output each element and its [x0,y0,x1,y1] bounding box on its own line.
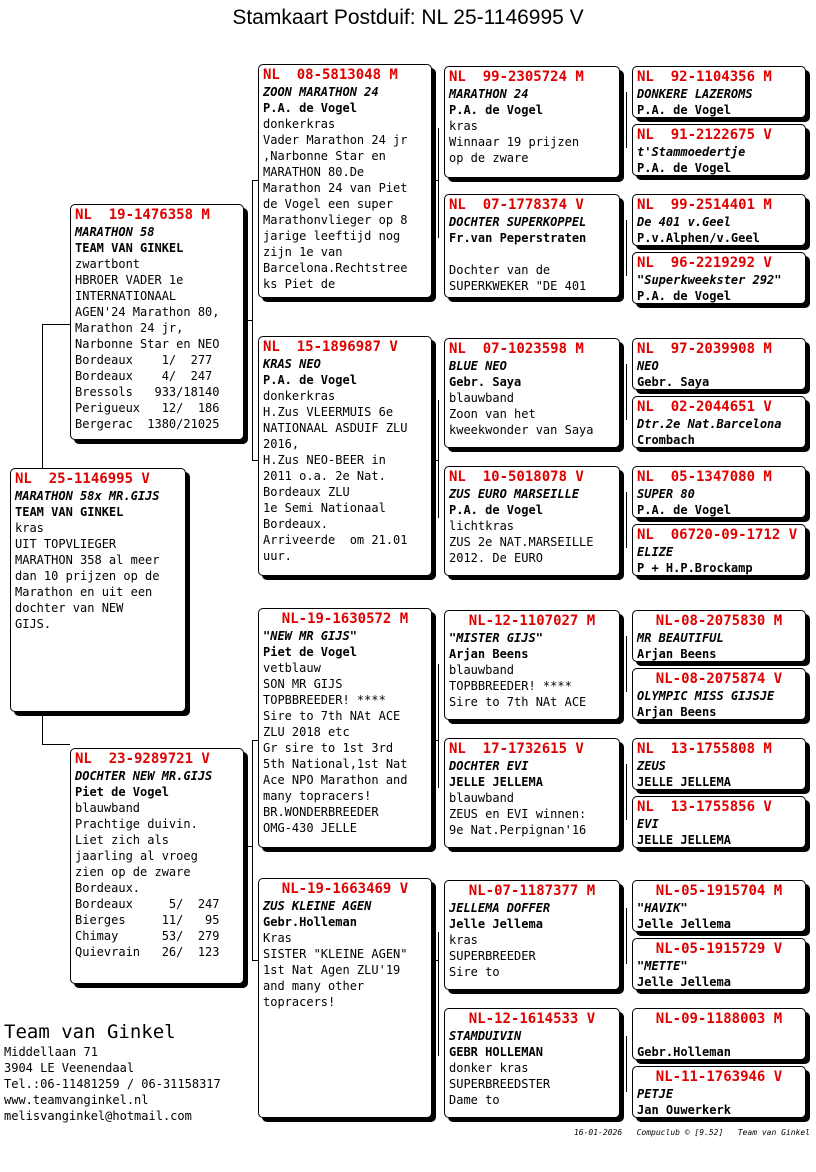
pigeon-name: ZUS EURO MARSEILLE [449,487,580,501]
connector [431,740,438,741]
pigeon-name: STAMDUIVIN [449,1029,522,1043]
owner-name: Gebr.Holleman [263,915,357,929]
connector [245,846,252,847]
pigeon-name: ZOON MARATHON 24 [263,85,379,99]
info-line: SUPERBREEDSTER [449,1077,551,1091]
owner-name: Piet de Vogel [263,645,357,659]
info-line: SUPERKWEKER "DE 401 [449,279,587,293]
info-line: Bordeaux. [75,881,141,895]
info-line: Marathon en uit een [15,585,153,599]
info-line: donkerkras [263,117,336,131]
sender-address: Middellaan 71 [4,1045,98,1059]
pigeon-card-gen5[interactable] [632,466,806,518]
pigeon-name: KRAS NEO [263,357,321,371]
pigeon-card-gen5[interactable] [632,524,806,576]
info-line: Kras [263,931,292,945]
connector [438,932,439,1056]
info-line: kras [449,933,478,947]
info-line: blauwband [75,801,141,815]
connector [252,740,253,960]
pigeon-card-gen4[interactable] [444,738,620,848]
info-line: Chimay 53/ 279 [75,929,220,943]
info-line: 5th National,1st Nat [263,757,408,771]
pigeon-card-gen4[interactable] [444,466,620,576]
ring-number: NL 99-2305724 M [449,69,584,85]
owner-name: Arjan Beens [449,647,529,661]
ring-number: NL-09-1188003 M [655,1011,783,1027]
info-line: Zoon van het [449,407,536,421]
ring-number: NL 06720-09-1712 V [637,527,798,543]
pigeon-name: DONKERE LAZEROMS [637,87,753,101]
info-line: uur. [263,549,292,563]
info-line: Bordeaux 1/ 277 [75,353,213,367]
sender-info [4,1020,221,1124]
info-line: ks Piet de [263,277,336,291]
ring-number: NL 99-2514401 M [637,197,772,213]
info-line: kras [449,119,478,133]
owner-name: JELLE JELLEMA [637,775,731,789]
owner-name: GEBR HOLLEMAN [449,1045,543,1059]
connector [626,364,627,420]
info-line: Arriveerde om 21.01 [263,533,408,547]
ring-number: NL 07-1023598 M [449,341,584,357]
connector [438,664,439,788]
info-line: SISTER "KLEINE AGEN" [263,947,408,961]
ring-number: NL-08-2075830 M [655,613,783,629]
info-line: dochter van NEW [15,601,124,615]
info-line: Gr sire to 1st 3rd [263,741,394,755]
info-line: ZUS 2e NAT.MARSEILLE [449,535,594,549]
owner-name: Gebr. Saya [637,375,710,389]
info-line: kras [15,521,44,535]
owner-name: Jan Ouwerkerk [637,1103,731,1117]
pigeon-card-gen5[interactable] [632,668,806,720]
info-line: blauwband [449,391,515,405]
pigeon-card-gen5[interactable] [632,124,806,176]
owner-name: Piet de Vogel [75,785,169,799]
pigeon-card-sire[interactable] [70,204,244,440]
pigeon-card-dam[interactable] [70,748,244,984]
info-line: Bordeaux 4/ 247 [75,369,213,383]
connector [42,324,43,468]
info-line: ,Narbonne Star en [263,149,386,163]
pigeon-name: ELIZE [637,545,674,559]
info-line: 9e Nat.Perpignan'16 [449,823,587,837]
info-line: blauwband [449,791,515,805]
owner-name: TEAM VAN GINKEL [75,241,184,255]
info-line: vetblauw [263,661,321,675]
pigeon-card-gen5[interactable] [632,396,806,448]
ring-number: NL 08-5813048 M [263,67,398,83]
ring-number: NL-19-1630572 M [281,611,409,627]
pigeon-name: BLUE NEO [449,359,507,373]
ring-number: NL 97-2039908 M [637,341,772,357]
info-line: Marathon 24 jr, [75,321,184,335]
sender-website[interactable]: www.teamvanginkel.nl [4,1093,149,1107]
pigeon-name: ZUS KLEINE AGEN [263,899,372,913]
owner-name: Fr.van Peperstraten [449,231,587,245]
info-line: NATIONAAL ASDUIF ZLU [263,421,408,435]
pigeon-name: ZEUS [637,759,666,773]
info-line: Perigueux 12/ 186 [75,401,220,415]
ring-number: NL 13-1755856 V [637,799,772,815]
info-line: kweekwonder van Saya [449,423,594,437]
ring-number: NL 19-1476358 M [75,207,210,223]
info-line: Bordeaux. [263,517,329,531]
info-line: op de zware [449,151,529,165]
connector [438,128,439,238]
info-line: ZLU 2018 etc [263,725,350,739]
owner-name: Gebr. Saya [449,375,522,389]
pigeon-card-gen5[interactable] [632,796,806,848]
owner-name: Jelle Jellema [449,917,543,931]
info-line: Marathonvlieger op 8 [263,213,408,227]
ring-number: NL 96-2219292 V [637,255,772,271]
owner-name: P.A. de Vogel [637,103,731,117]
pigeon-name: SUPER 80 [637,487,695,501]
sender-email[interactable]: melisvanginkel@hotmail.com [4,1109,192,1123]
pigeon-card-gen5[interactable] [632,880,806,932]
pigeon-name: DOCHTER NEW MR.GIJS [75,769,213,783]
connector [42,324,70,325]
info-line: de Vogel een super [263,197,394,211]
info-line: zien op de zware [75,865,191,879]
pigeon-name: NEO [637,359,659,373]
owner-name: JELLE JELLEMA [637,833,731,847]
pigeon-name: "NEW MR GIJS" [263,629,357,643]
pigeon-name: "MISTER GIJS" [449,631,543,645]
pigeon-card-grandsire-maternal[interactable] [258,608,432,848]
pigeon-card-gen5[interactable] [632,338,806,390]
ring-number: NL-08-2075874 V [655,671,783,687]
sender-city: 3904 LE Veenendaal [4,1061,135,1075]
pigeon-name: OLYMPIC MISS GIJSJE [637,689,775,703]
connector [42,744,70,745]
ring-number: NL-05-1915729 V [655,941,783,957]
info-line: Liet zich als [75,833,169,847]
pigeon-card-gen5[interactable] [632,66,806,118]
info-line: Bordeaux ZLU [263,485,350,499]
info-line: many topracers! [263,789,372,803]
connector [626,92,627,148]
info-line: Prachtige duivin. [75,817,198,831]
owner-name: P.A. de Vogel [637,289,731,303]
connector [431,180,438,181]
ring-number: NL-12-1107027 M [468,613,596,629]
ring-number: NL 25-1146995 V [15,471,150,487]
info-line: Vader Marathon 24 jr [263,133,408,147]
info-line: Narbonne Star en NEO [75,337,220,351]
sender-name: Team van Ginkel [4,1021,176,1043]
info-line: ZEUS en EVI winnen: [449,807,587,821]
connector [626,636,627,692]
info-line: AGEN'24 Marathon 80, [75,305,220,319]
ring-number: NL 05-1347080 M [637,469,772,485]
info-line: Barcelona.Rechtstree [263,261,408,275]
owner-name: Arjan Beens [637,647,717,661]
connector [42,712,43,744]
pigeon-card-subject[interactable] [10,468,186,712]
pigeon-name: DOCHTER SUPERKOPPEL [449,215,587,229]
pigeon-card-gen4[interactable] [444,1008,620,1118]
pigeon-name: JELLEMA DOFFER [449,901,551,915]
pigeon-name: MR BEAUTIFUL [637,631,724,645]
pigeon-name: MARATHON 58 [75,225,155,239]
info-line: HBROER VADER 1e [75,273,184,287]
info-line: donkerkras [263,389,336,403]
sender-phone: Tel.:06-11481259 / 06-31158317 [4,1077,221,1091]
connector [626,908,627,964]
pigeon-name: EVI [637,817,659,831]
info-line: SUPERBREEDER [449,949,536,963]
info-line: Sire to [449,965,500,979]
pigeon-card-gen5[interactable] [632,610,806,662]
info-line: MARATHON 80.De [263,165,365,179]
info-line: Bergerac 1380/21025 [75,417,220,431]
info-line: UIT TOPVLIEGER [15,537,117,551]
info-line: Quievrain 26/ 123 [75,945,220,959]
owner-name: P.v.Alphen/v.Geel [637,231,760,245]
info-line: Bierges 11/ 95 [75,913,220,927]
page-title: Stamkaart Postduif: NL 25-1146995 V [232,6,584,29]
pigeon-card-gen5[interactable] [632,1008,806,1060]
info-line: OMG-430 JELLE [263,821,357,835]
info-line: 1e Semi Nationaal [263,501,386,515]
pigeon-card-gen5[interactable] [632,938,806,990]
info-line: TOPBBREEDER! **** [449,679,572,693]
pigeon-name: De 401 v.Geel [637,215,731,229]
pigeon-card-gen4[interactable] [444,338,620,448]
ring-number: NL 10-5018078 V [449,469,584,485]
connector [252,180,253,460]
owner-name: P.A. de Vogel [263,101,357,115]
pigeon-card-gen4[interactable] [444,66,620,178]
owner-name: Jelle Jellema [637,917,731,931]
ring-number: NL 15-1896987 V [263,339,398,355]
info-line: topracers! [263,995,336,1009]
pigeon-name [637,1028,801,1044]
info-line: H.Zus VLEERMUIS 6e [263,405,394,419]
pigeon-name: t'Stammoedertje [637,145,746,159]
info-line: jarige leeftijd nog [263,229,401,243]
connector [438,400,439,518]
pigeon-name: Dtr.2e Nat.Barcelona [637,417,782,431]
pigeon-card-granddam-maternal[interactable] [258,878,432,1118]
pigeon-card-gen5[interactable] [632,738,806,790]
ring-number: NL 07-1778374 V [449,197,584,213]
pigeon-card-gen5[interactable] [632,194,806,246]
pigeon-card-gen5[interactable] [632,252,806,304]
pigeon-card-gen4[interactable] [444,880,620,990]
pigeon-card-grandsire-paternal[interactable] [258,64,432,298]
info-line: dan 10 prijzen op de [15,569,160,583]
pigeon-card-gen5[interactable] [632,1066,806,1118]
owner-name: Crombach [637,433,695,447]
info-line: SON MR GIJS [263,677,343,691]
connector [245,320,252,321]
info-line: blauwband [449,663,515,677]
info-line: H.Zus NEO-BEER in [263,453,386,467]
info-line: Marathon 24 van Piet [263,181,408,195]
owner-name: P + H.P.Brockamp [637,561,753,575]
ring-number: NL 91-2122675 V [637,127,772,143]
ring-number: NL-07-1187377 M [468,883,596,899]
ring-number: NL-19-1663469 V [281,881,409,897]
info-line: Dochter van de [449,263,551,277]
pigeon-name: MARATHON 24 [449,87,529,101]
info-line: Bordeaux 5/ 247 [75,897,220,911]
info-line: MARATHON 358 al meer [15,553,160,567]
pigeon-card-gen4[interactable] [444,610,620,720]
pigeon-name: "Superkweekster 292" [637,273,782,287]
ring-number: NL-05-1915704 M [655,883,783,899]
info-line: jaarling al vroeg [75,849,198,863]
connector [626,1036,627,1092]
ring-number: NL 17-1732615 V [449,741,584,757]
info-line: zwartbont [75,257,141,271]
info-line: zijn 1e van [263,245,343,259]
owner-name: P.A. de Vogel [449,503,543,517]
ring-number: NL 02-2044651 V [637,399,772,415]
pigeon-name: DOCHTER EVI [449,759,529,773]
owner-name: P.A. de Vogel [263,373,357,387]
info-line: 2016, [263,437,300,451]
pigeon-name: "HAVIK" [637,901,688,915]
owner-name: P.A. de Vogel [449,103,543,117]
pigeon-name: "METTE" [637,959,688,973]
owner-name: P.A. de Vogel [637,503,731,517]
connector [626,220,627,276]
info-line: INTERNATIONAAL [75,289,177,303]
pigeon-name: PETJE [637,1087,674,1101]
ring-number: NL 13-1755808 M [637,741,772,757]
owner-name: Jelle Jellema [637,975,731,989]
owner-name: P.A. de Vogel [637,161,731,175]
owner-name: Gebr.Holleman [637,1045,731,1059]
ring-number: NL-11-1763946 V [655,1069,783,1085]
info-line: 2012. De EURO [449,551,543,565]
owner-name: Arjan Beens [637,705,717,719]
owner-name: TEAM VAN GINKEL [15,505,124,519]
info-line: TOPBBREEDER! **** [263,693,386,707]
info-line: and many other [263,979,365,993]
ring-number: NL 23-9289721 V [75,751,210,767]
owner-name: JELLE JELLEMA [449,775,543,789]
ring-number: NL 92-1104356 M [637,69,772,85]
info-line: donker kras [449,1061,529,1075]
connector [626,764,627,820]
info-line: Bressols 933/18140 [75,385,220,399]
pigeon-card-gen4[interactable] [444,194,620,298]
info-line: BR.WONDERBREEDER [263,805,379,819]
connector [626,492,627,548]
connector [431,460,438,461]
info-line: Sire to 7th NAt ACE [449,695,587,709]
info-line [449,246,615,262]
info-line: Ace NPO Marathon and [263,773,408,787]
info-line: GIJS. [15,617,52,631]
info-line: 2011 o.a. 2e Nat. [263,469,386,483]
info-line: lichtkras [449,519,515,533]
info-line: Dame to [449,1093,500,1107]
footer-credits: 16-01-2026 Compuclub © [9.52] Team van Ginkel [573,1128,810,1137]
info-line: Winnaar 19 prijzen [449,135,580,149]
info-line: 1st Nat Agen ZLU'19 [263,963,401,977]
connector [431,960,438,961]
ring-number: NL-12-1614533 V [468,1011,596,1027]
pigeon-name: MARATHON 58x MR.GIJS [15,489,160,503]
info-line: Sire to 7th NAt ACE [263,709,401,723]
pigeon-card-granddam-paternal[interactable] [258,336,432,576]
